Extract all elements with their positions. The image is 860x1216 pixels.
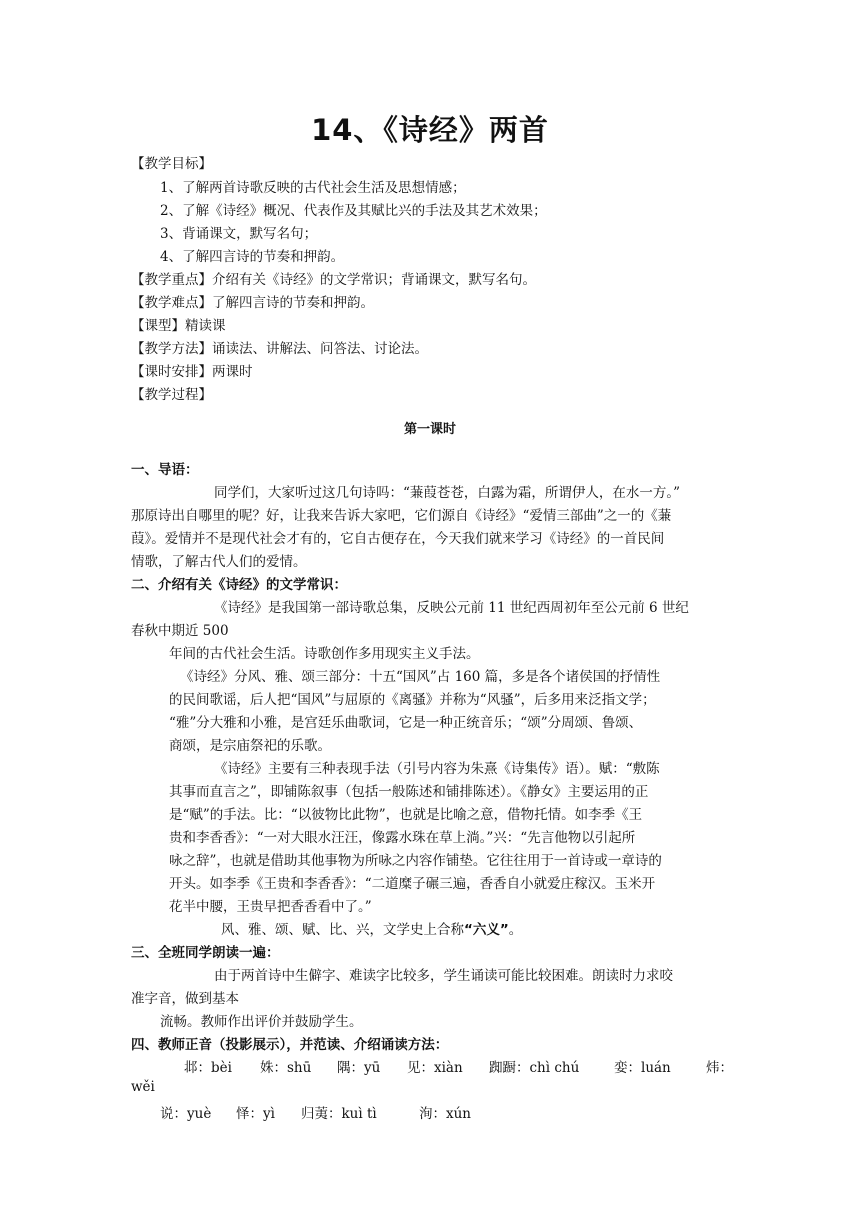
meta-row <box>131 268 536 288</box>
meta-row <box>131 314 226 334</box>
meta-text: 了解四言诗的节奏和押韵。 <box>212 295 374 311</box>
objective-item: 3、背诵课文，默写名句； <box>160 226 318 242</box>
paragraph-line: 同学们，大家听过这几句诗吗：“蒹葭苍苍，白露为霜，所谓伊人，在水一方。” <box>214 485 681 501</box>
paragraph-line: 花半中腰，王贵早把香香看中了。” <box>169 899 372 915</box>
pronunciation-item: 见：xiàn <box>407 1060 463 1076</box>
meta-label: 【课时安排】 <box>131 364 212 380</box>
page-title: 14、《诗经》两首 <box>311 113 549 147</box>
meta-row <box>131 291 374 311</box>
paragraph-line: 《诗经》是我国第一部诗歌总集，反映公元前 11 世纪西周初年至公元前 6 世纪 <box>214 600 689 616</box>
meta-label: 【教学方法】 <box>131 341 212 357</box>
paragraph-line: 是“赋”的手法。比：“以彼物比此物”，也就是比喻之意，借物托情。如李季《王 <box>169 807 643 823</box>
meta-text: 诵读法、讲解法、问答法、讨论法。 <box>212 341 428 357</box>
paragraph-line: 商颂，是宗庙祭祀的乐歌。 <box>169 738 331 754</box>
meta-text: 精读课 <box>185 318 226 334</box>
pronunciation-item: 娈：luán <box>614 1060 671 1076</box>
meta-row <box>131 360 253 380</box>
paragraph-line: 流畅。教师作出评价并鼓励学生。 <box>160 1014 363 1030</box>
objective-item: 2、了解《诗经》概况、代表作及其赋比兴的手法及其艺术效果； <box>160 203 547 219</box>
paragraph-line: 其事而直言之”，即铺陈叙事（包括一般陈述和铺排陈述）。《静女》主要运用的正 <box>169 784 649 800</box>
paragraph-line: 那原诗出自哪里的呢？好，让我来告诉大家吧，它们源自《诗经》“爱情三部曲”之一的《蒹 <box>131 508 672 524</box>
objective-item: 1、了解两首诗歌反映的古代社会生活及思想情感； <box>160 180 466 196</box>
meta-row <box>131 337 428 357</box>
pronunciation-item: 洵：xún <box>419 1106 472 1122</box>
objectives-heading: 【教学目标】 <box>131 156 212 172</box>
six-principles-line <box>221 918 522 938</box>
paragraph-line: 年间的古代社会生活。诗歌创作多用现实主义手法。 <box>169 646 480 662</box>
six-principles-term: “六义” <box>464 922 509 938</box>
pronunciation-item: 说：yuè <box>160 1106 212 1122</box>
meta-label: 【课型】 <box>131 318 185 334</box>
lesson-heading: 第一课时 <box>403 422 456 437</box>
paragraph-line: 《诗经》分风、雅、颂三部分：十五“国风”占 160 篇，多是各个诸侯国的抒情性 <box>180 669 661 685</box>
meta-text: 介绍有关《诗经》的文学常识；背诵课文，默写名句。 <box>212 272 536 288</box>
section-heading: 二、介绍有关《诗经》的文学常识： <box>131 577 347 593</box>
paragraph-line: 春秋中期近 500 <box>131 623 229 639</box>
paragraph-line: 咏之辞”，也就是借助其他事物为所咏之内容作铺垫。它往往用于一首诗或一章诗的 <box>169 853 662 869</box>
section-heading: 三、全班同学朗读一遍： <box>131 945 280 961</box>
paragraph-line: 情歌，了解古代人们的爱情。 <box>131 554 307 570</box>
six-principles-end: 。 <box>508 922 523 938</box>
paragraph-line: 由于两首诗中生僻字、难读字比较多，学生诵读可能比较困难。朗读时力求咬 <box>214 968 673 984</box>
meta-label: 【教学难点】 <box>131 295 212 311</box>
meta-label: 【教学重点】 <box>131 272 212 288</box>
paragraph-line: 的民间歌谣，后人把“国风”与屈原的《离骚》并称为“风骚”，后多用来泛指文学； <box>169 692 656 708</box>
meta-text: 两课时 <box>212 364 253 380</box>
meta-row <box>131 383 212 403</box>
paragraph-line: 开头。如李季《王贵和李香香》：“二道糜子碾三遍，香香自小就爱庄稼汉。玉米开 <box>169 876 656 892</box>
pronunciation-item: 炜： <box>706 1060 733 1076</box>
paragraph-line: 《诗经》主要有三种表现手法（引号内容为朱熹《诗集传》语）。赋：“敷陈 <box>214 761 660 777</box>
pronunciation-wrap: wěi <box>131 1079 155 1095</box>
paragraph-line: 葭》。爱情并不是现代社会才有的，它自古便存在，今天我们就来学习《诗经》的一首民间 <box>131 531 665 547</box>
pronunciation-item: 怿：yì <box>236 1106 275 1122</box>
paragraph-line: 贵和李香香》：“一对大眼水汪汪，像露水珠在草上淌。”兴：“先言他物以引起所 <box>169 830 636 846</box>
pronunciation-item: 隅：yū <box>337 1060 381 1076</box>
section-heading: 四、教师正音（投影展示），并范读、介绍诵读方法： <box>131 1037 449 1053</box>
pronunciation-item: 邶：bèi <box>184 1060 232 1076</box>
meta-label: 【教学过程】 <box>131 387 212 403</box>
six-principles-text: 风、雅、颂、赋、比、兴，文学史上合称 <box>221 922 464 938</box>
objective-item: 4、了解四言诗的节奏和押韵。 <box>160 249 345 265</box>
paragraph-line: 准字音，做到基本 <box>131 991 239 1007</box>
pronunciation-item: 姝：shū <box>260 1060 312 1076</box>
pronunciation-item: 踟蹰：chì chú <box>489 1060 580 1076</box>
paragraph-line: “雅”分大雅和小雅，是宫廷乐曲歌词，它是一种正统音乐；“颂”分周颂、鲁颂、 <box>169 715 643 731</box>
pronunciation-item: 归荑：kuì tì <box>301 1106 377 1122</box>
section-heading: 一、导语： <box>131 462 199 478</box>
